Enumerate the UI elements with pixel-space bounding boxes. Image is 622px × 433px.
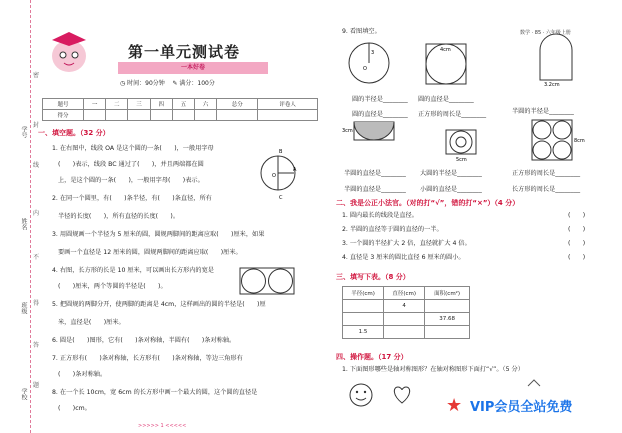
point-label-b: B xyxy=(279,149,283,155)
caret-shape xyxy=(526,378,542,388)
fig-label: O xyxy=(363,66,367,72)
fill-cell[interactable]: 37.68 xyxy=(425,313,470,326)
seal-char: 不 xyxy=(33,254,40,261)
point-label-c: C xyxy=(279,195,283,201)
fill-cell[interactable] xyxy=(425,300,470,313)
question-text: ( )厘米，两个等圆的半径是( )。 xyxy=(58,283,167,290)
star-icon: ★ xyxy=(446,395,463,416)
score-cell[interactable] xyxy=(258,110,318,121)
side-label-xingming: 姓名 xyxy=(20,218,27,230)
judge-item: 3. 一个圆的半径扩大 2 倍，直径就扩大 4 倍。 xyxy=(342,240,471,247)
answer-line: 小圆的直径是________ xyxy=(420,186,482,193)
section-3-heading: 三、填写下表。（8 分） xyxy=(336,273,410,281)
judge-item: 2. 半圆的直径等于圆的直径的一半。 xyxy=(342,226,443,233)
score-icon: ✎ xyxy=(172,80,178,87)
answer-line: 半圆的直径是________ xyxy=(344,186,406,193)
score-table xyxy=(42,98,318,121)
side-label-banji: 班级 xyxy=(20,302,27,314)
question-text: 2. 在同一个圆里，有( )条半径，有( )条直径，所有 xyxy=(52,195,212,202)
fill-cell[interactable] xyxy=(343,300,384,313)
judge-answer[interactable]: ( ) xyxy=(568,212,586,219)
judge-item: 1. 圆内最长的线段是直径。 xyxy=(342,212,418,219)
seal-char: 内 xyxy=(33,210,40,217)
judge-item: 4. 直径是 3 厘米的圆比直径 6 厘米的圆小。 xyxy=(342,254,465,261)
score-cell[interactable] xyxy=(217,110,258,121)
question-text: 4. 右图，长方形的长是 10 厘米，可以画出长方形内的宽是 xyxy=(52,267,214,274)
question-text: 8. 在一个长 10cm，宽 6cm 的长方形中画一个最大的圆，这个圆的直径是 xyxy=(52,389,258,396)
judge-answer[interactable]: ( ) xyxy=(568,226,586,233)
judge-answer[interactable]: ( ) xyxy=(568,254,586,261)
judge-answer[interactable]: ( ) xyxy=(568,240,586,247)
ribbon-badge: 一本好卷 xyxy=(118,62,268,74)
page-title: 第一单元测试卷 xyxy=(128,43,241,61)
score-cell[interactable] xyxy=(128,110,150,121)
question-text: 1. 在右图中，线段 OA 是这个圆的一条( )，一般用字母 xyxy=(52,145,214,152)
vip-banner[interactable]: VIP会员全站免费 xyxy=(470,400,573,415)
fill-cell[interactable] xyxy=(384,313,425,326)
answer-line: 圆的半径是________ xyxy=(352,96,408,103)
fill-cell[interactable] xyxy=(343,313,384,326)
fig-circle-radius xyxy=(346,40,392,86)
fill-header: 直径(cm) xyxy=(384,287,425,300)
fill-header: 面积(cm²) xyxy=(425,287,470,300)
answer-line: 半圆的半径是________ xyxy=(512,108,574,115)
fig-semicircle xyxy=(342,118,398,144)
score-header: 三 xyxy=(128,99,150,110)
fill-cell[interactable] xyxy=(384,326,425,339)
fill-cell[interactable]: 1.5 xyxy=(343,326,384,339)
fig-label: 3 xyxy=(371,50,375,56)
heart-shape xyxy=(390,382,414,406)
answer-line: 半圆的直径是________ xyxy=(344,170,406,177)
question-text: 3. 用圆规画一个半径为 5 厘米的圆，圆规两脚间的距离应取( )厘米，如果 xyxy=(52,231,265,238)
clock-icon: ◷ xyxy=(120,80,126,87)
fig-concentric xyxy=(444,128,502,162)
fig-four-circles xyxy=(528,116,588,164)
score-label: 满分：100分 xyxy=(179,80,215,87)
question-text: ( )表示，线段 BC 通过了( )，并且两端都在圆 xyxy=(58,161,204,168)
fig-label: 3.2cm xyxy=(544,82,560,86)
seal-char: 答 xyxy=(33,342,40,349)
fig-circle-in-square xyxy=(424,42,468,86)
page-footer: >>>>> 1 <<<<< xyxy=(138,423,187,429)
question-text: ( )cm。 xyxy=(58,405,91,412)
question-text: ( )条对称轴。 xyxy=(58,371,107,378)
seal-char: 封 xyxy=(33,122,40,129)
side-label-xuexiao: 学校 xyxy=(20,388,27,400)
question-9: 9. 看图填空。 xyxy=(342,28,381,35)
fig-label: 4cm xyxy=(440,47,451,53)
score-cell[interactable] xyxy=(150,110,172,121)
smiley-shape xyxy=(348,382,374,408)
brand-header: 数学 · 85 · 六年级上册 xyxy=(520,30,571,36)
score-header: 一 xyxy=(83,99,105,110)
score-header: 四 xyxy=(150,99,172,110)
question-text: 米，直径是( )厘米。 xyxy=(58,319,125,326)
answer-line: 圆的直径是________ xyxy=(352,111,408,118)
question-text: 半径的长度( )，所有直径的长度( )。 xyxy=(58,213,180,220)
answer-line: 长方形的周长是________ xyxy=(512,186,581,193)
section-2-heading: 二、我是公正小法官。（对的打“√”，错的打“×”）（4 分） xyxy=(336,199,520,207)
binding-line xyxy=(30,0,31,433)
score-header: 题号 xyxy=(43,99,84,110)
fig-label: 5cm xyxy=(456,157,467,162)
seal-char: 线 xyxy=(33,162,40,169)
point-label-o: O xyxy=(272,173,276,179)
answer-line: 圆的直径是________ xyxy=(418,96,474,103)
score-cell[interactable] xyxy=(106,110,128,121)
fill-cell[interactable] xyxy=(425,326,470,339)
mascot-illustration xyxy=(44,28,94,76)
score-row-label: 得分 xyxy=(43,110,84,121)
fig-arch xyxy=(534,30,578,86)
fig-label: 3cm xyxy=(342,128,353,134)
side-label-xuehao: 学号 xyxy=(20,126,27,138)
fig-label: 8cm xyxy=(574,138,585,144)
answer-line: 正方形的周长是________ xyxy=(418,111,487,118)
question-text: 6. 圆是( )图形，它有( )条对称轴，半圆有( )条对称轴。 xyxy=(52,337,236,344)
score-header: 评卷人 xyxy=(258,99,318,110)
score-header: 总分 xyxy=(217,99,258,110)
score-header: 二 xyxy=(106,99,128,110)
operation-question: 1. 下面图形哪些是轴对称图形？在轴对称图形下面打“√”。（5 分） xyxy=(342,366,524,373)
section-4-heading: 四、操作题。（17 分） xyxy=(336,353,408,361)
question-text: 上，是这个圆的一条( )，一般用字母( )表示。 xyxy=(58,177,204,184)
seal-char: 密 xyxy=(33,72,40,79)
fill-header: 半径(cm) xyxy=(343,287,384,300)
answer-line: 大圆的半径是________ xyxy=(420,170,482,177)
score-header: 六 xyxy=(195,99,217,110)
seal-char: 题 xyxy=(33,382,40,389)
circle-figure xyxy=(258,144,298,202)
question-text: 7. 正方形有( )条对称轴，长方形有( )条对称轴，等边三角形有 xyxy=(52,355,243,362)
time-label: 时间：90分钟 xyxy=(127,80,165,87)
exam-info xyxy=(120,78,215,87)
section-1-heading: 一、填空题。（32 分） xyxy=(38,129,110,137)
score-cell[interactable] xyxy=(83,110,105,121)
rectangle-two-circles xyxy=(238,266,298,298)
question-text: 5. 把圆规的两脚分开，使两脚的距离是 4cm，这样画出的圆的半径是( )厘 xyxy=(52,301,266,308)
fill-cell[interactable]: 4 xyxy=(384,300,425,313)
question-text: 要画一个直径是 12 厘米的圆，圆规两脚间的距离应取( )厘米。 xyxy=(58,249,242,256)
point-label-a: A xyxy=(293,167,297,173)
seal-char: 得 xyxy=(33,300,40,307)
fill-table xyxy=(342,286,470,339)
score-header: 五 xyxy=(172,99,194,110)
score-cell[interactable] xyxy=(172,110,194,121)
answer-line: 正方形的周长是________ xyxy=(512,170,581,177)
score-cell[interactable] xyxy=(195,110,217,121)
